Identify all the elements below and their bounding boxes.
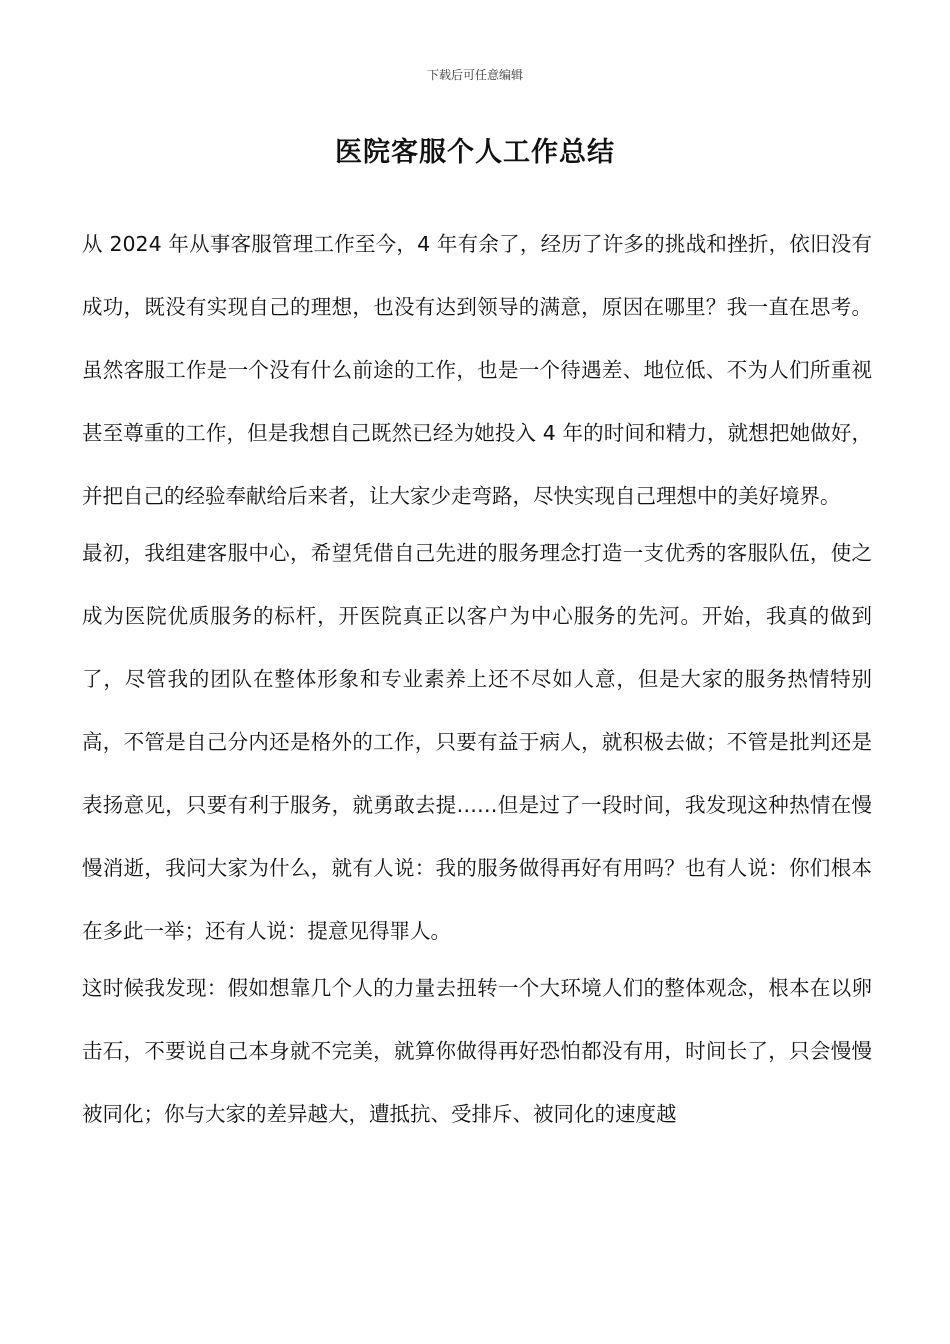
body-paragraph-3: 这时候我发现：假如想靠几个人的力量去扭转一个大环境人们的整体观念，根本在以卵击石，不要说自己本身就不完美，就算你做得再好恐怕都没有用，时间长了，只会慢慢被同化；你与大家的差异越大，遭抵抗、受排斥、被同化的速度越 [82,976,872,1126]
body-paragraph-2: 最初，我组建客服中心，希望凭借自己先进的服务理念打造一支优秀的客服队伍，使之成为医院优质服务的标杆，开医院真正以客户为中心服务的先河。开始，我真的做到了，尽管我的团队在整体形象和专业素养上还不尽如人意，但是大家的服务热情特别高，不管是自己分内还是格外的工作，只要有益于病人，就积极去做；不管是批判还是表扬意见，只要有利于服务，就勇敢去提……但是过了一段时间，我发现这种热情在慢慢消逝，我问大家为什么，就有人说：我的服务做得再好有用吗？也有人说：你们根本在多此一举；还有人说：提意见得罪人。 [82,541,872,943]
body-paragraph-1: 从 2024 年从事客服管理工作至今，4 年有余了，经历了许多的挑战和挫折，依旧没有成功，既没有实现自己的理想，也没有达到领导的满意，原因在哪里？我一直在思考。虽然客服工作是一个没有什么前途的工作，也是一个待遇差、地位低、不为人们所重视甚至尊重的工作，但是我想自己既然已经为她投入 4 年的时间和精力，就想把她做好，并把自己的经验奉献给后来者，让大家少走弯路，尽快实现自己理想中的美好境界。 [82,232,872,508]
document-title: 医院客服个人工作总结 [335,137,615,168]
document-body [82,213,872,1146]
header-note: 下载后可任意编辑 [426,68,523,82]
